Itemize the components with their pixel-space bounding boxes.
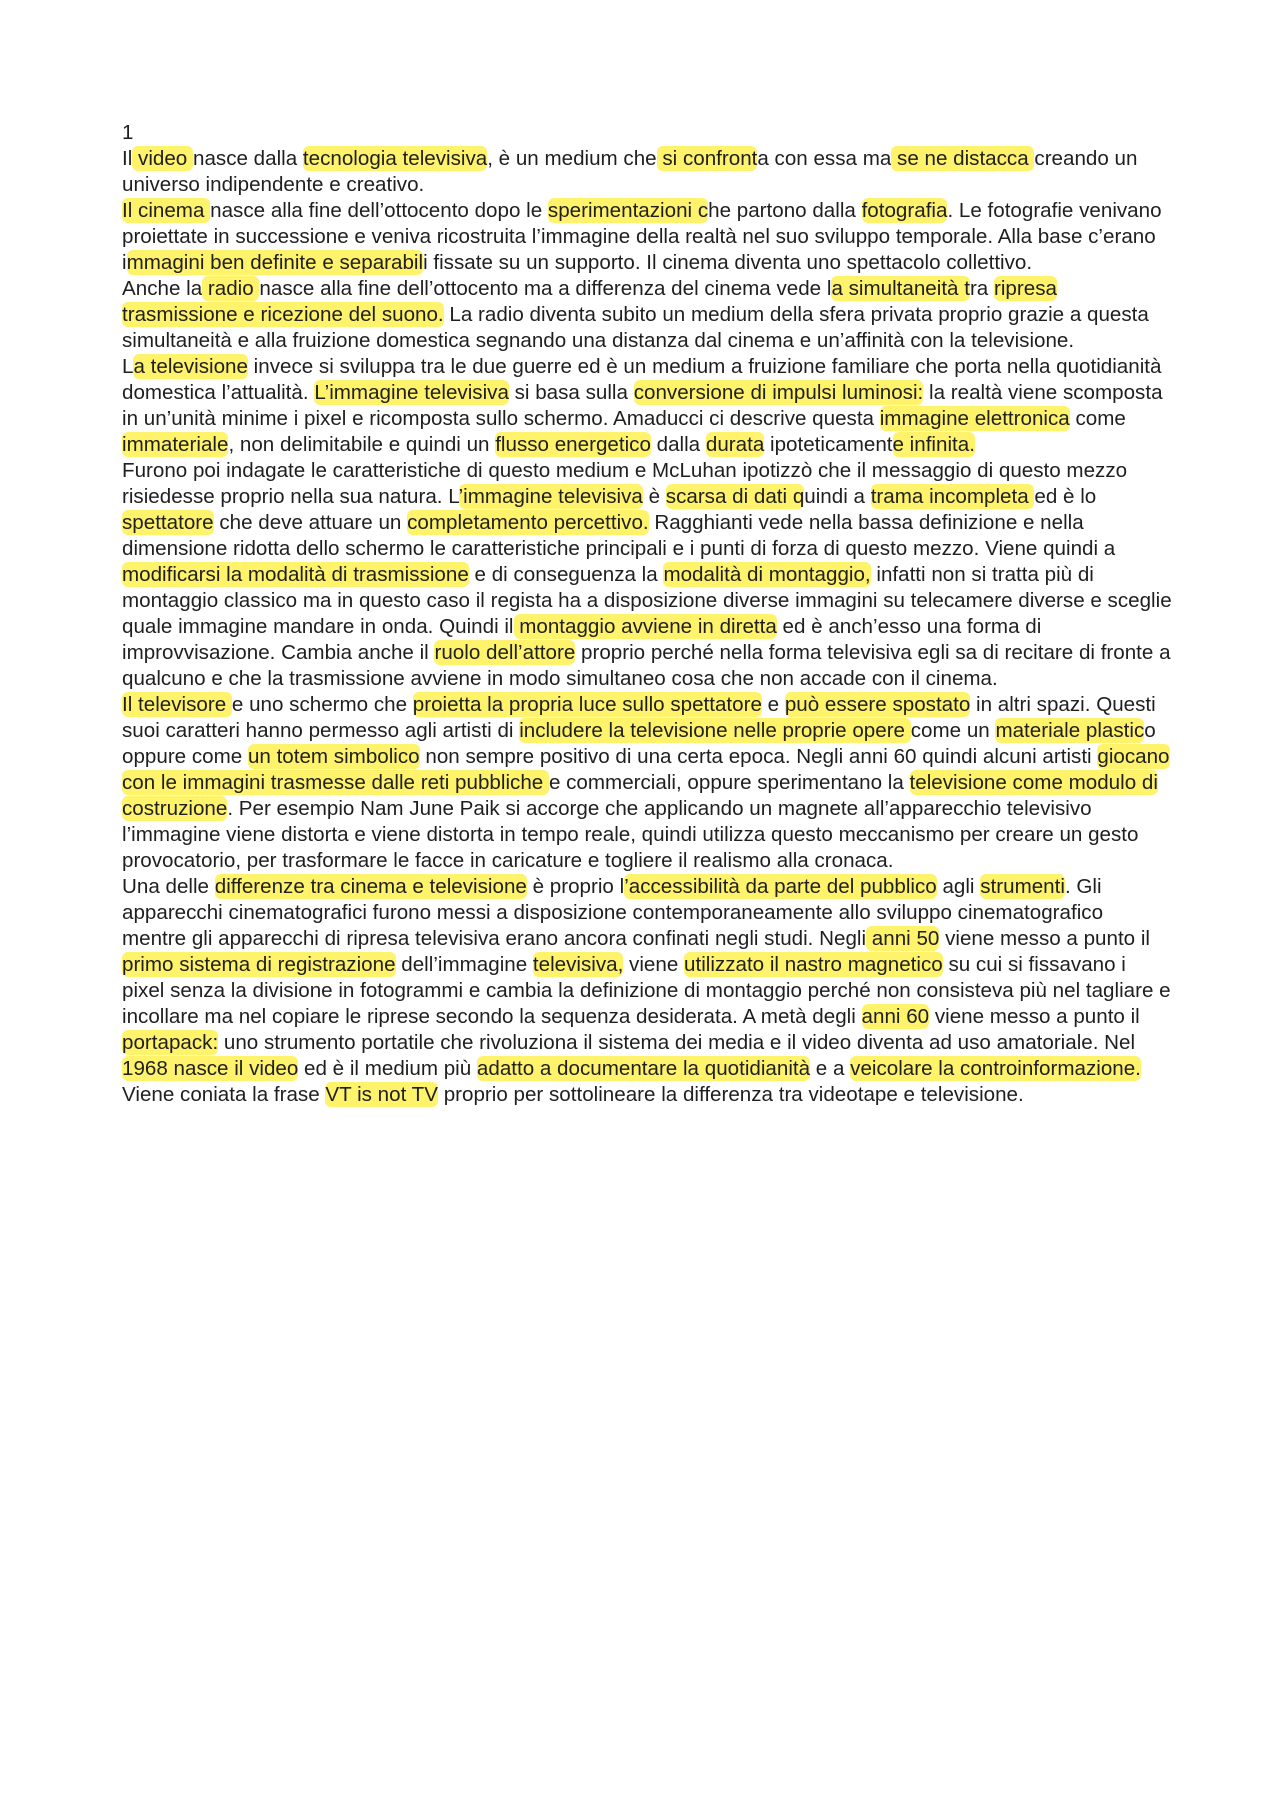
highlighted-text: mmagini ben definite e separabil	[126, 251, 424, 274]
text-run: come un	[910, 719, 996, 742]
highlighted-text: conversione di impulsi luminosi:	[633, 381, 924, 404]
highlighted-text: portapack:	[122, 1031, 219, 1054]
text-run: e di conseguenza la	[468, 563, 664, 586]
highlighted-text: completamento percettivo.	[407, 511, 649, 534]
paragraph	[122, 354, 1172, 458]
text-run: creando un universo indipendente e creativo.	[122, 147, 1138, 196]
highlighted-text: Il cinema	[122, 199, 211, 222]
text-run: L	[122, 355, 134, 378]
highlighted-text: veicolare la controinformazione.	[850, 1057, 1141, 1080]
text-run: he partono dalla	[708, 199, 862, 222]
highlighted-text: ruolo dell’attore	[434, 641, 576, 664]
paragraph	[122, 146, 1172, 198]
text-run: ed è anch’esso una forma di improvvisazione. Cambia anche il	[122, 615, 1042, 664]
highlighted-text: se ne distacca	[891, 147, 1035, 170]
text-run: e a	[810, 1057, 851, 1080]
highlighted-text: ’accessibilità da parte del pubblico	[624, 875, 937, 898]
text-run: . Gli apparecchi cinematografici furono messi a disposizione contemporaneamente allo sviluppo cinematografico mentre gli apparecchi di ripresa televisiva erano ancora confinati negli studi. Negli	[122, 875, 1104, 950]
text-run: i fissate su un supporto. Il cinema diventa uno spettacolo collettivo.	[423, 251, 1033, 274]
text-run: e	[761, 693, 785, 716]
text-run: uno strumento portatile che rivoluziona il sistema dei media e il video diventa ad uso amatoriale. Nel	[218, 1031, 1136, 1054]
highlighted-text: un totem simbolico	[247, 745, 420, 768]
highlighted-text: anni 60	[861, 1005, 930, 1028]
text-run: in altri spazi. Questi suoi caratteri hanno permesso agli artisti di	[122, 693, 1156, 742]
text-run: non sempre positivo di una certa epoca. Negli anni 60 quindi alcuni artisti	[419, 745, 1098, 768]
highlighted-text: ripresa trasmissione e ricezione del suono.	[122, 277, 1057, 326]
highlighted-text: video	[132, 147, 193, 170]
highlighted-text: scarsa di dati q	[665, 485, 805, 508]
text-run: ed è il medium più	[298, 1057, 477, 1080]
paragraph	[122, 874, 1172, 1108]
highlighted-text: ’immagine televisiva	[458, 485, 643, 508]
text-run: la realtà viene scomposta in un’unità minime i pixel e ricomposta sullo schermo. Amaducci ci descrive questa	[122, 381, 1163, 430]
highlighted-text: VT is not TV	[325, 1083, 438, 1106]
text-run: Una delle	[122, 875, 215, 898]
highlighted-text: proietta la propria luce sullo spettatore	[412, 693, 762, 716]
highlighted-text: L’immagine televisiva	[314, 381, 509, 404]
highlighted-text: tecnologia televisiva	[302, 147, 488, 170]
text-run: uindi a	[804, 485, 871, 508]
highlighted-text: differenze tra cinema e televisione	[214, 875, 527, 898]
text-run: . Le fotografie venivano proiettate in successione e veniva ricostruita l’immagine della realtà nel suo sviluppo temporale. Alla base c’erano i	[122, 199, 1162, 274]
paragraph	[122, 198, 1172, 276]
highlighted-text: sperimentazioni c	[547, 199, 709, 222]
text-run: ed è lo	[1034, 485, 1097, 508]
highlighted-text: materiale plastic	[995, 719, 1145, 742]
highlighted-text: utilizzato il nastro magnetico	[684, 953, 943, 976]
text-run: viene messo a punto il	[939, 927, 1150, 950]
text-run: e commerciali, oppure sperimentano la	[548, 771, 910, 794]
text-run: viene messo a punto il	[929, 1005, 1140, 1028]
highlighted-text: televisiva,	[532, 953, 624, 976]
highlighted-text: Il televisore	[122, 693, 232, 716]
text-run: come	[1069, 407, 1126, 430]
highlighted-text: flusso energetico	[495, 433, 651, 456]
highlighted-text: adatto a documentare la quotidianità	[476, 1057, 811, 1080]
highlighted-text: fotografia	[861, 199, 948, 222]
highlighted-text: modalità di montaggio,	[663, 563, 871, 586]
text-run: agli	[936, 875, 981, 898]
text-run: viene	[623, 953, 685, 976]
text-run: si basa sulla	[508, 381, 634, 404]
highlighted-text: immateriale	[122, 433, 229, 456]
text-run: Anche la	[122, 277, 203, 300]
highlighted-text: primo sistema di registrazione	[122, 953, 396, 976]
highlighted-text: modificarsi la modalità di trasmissione	[122, 563, 469, 586]
text-run: Il	[122, 147, 133, 170]
text-run: ra	[969, 277, 994, 300]
text-run: e uno schermo che	[231, 693, 413, 716]
text-run: , è un medium che	[487, 147, 657, 170]
text-run: dell’immagine	[395, 953, 533, 976]
text-run: Furono poi indagate le caratteristiche di questo medium e McLuhan ipotizzò che il messaggio di questo mezzo risiedesse proprio nella sua natura. L	[122, 459, 1128, 508]
page-number: 1	[122, 121, 134, 144]
text-run: . Per esempio Nam June Paik si accorge che applicando un magnete all’apparecchio televisivo l’immagine viene distorta e viene distorta in tempo reale, quindi utilizza questo meccanismo per creare un gesto provocatorio, per trasformare le facce in caricature e togliere il realismo alla cronaca.	[122, 797, 1139, 872]
text-run: dalla	[650, 433, 706, 456]
text-run: che deve attuare un	[213, 511, 408, 534]
text-run: proprio perché nella forma televisiva egli sa di recitare di fronte a qualcuno e che la trasmissione avviene in modo simultaneo cosa che non accade con il cinema.	[122, 641, 1171, 690]
text-run: Ragghianti vede nella bassa definizione e nella dimensione ridotta dello schermo le caratteristiche principali e i punti di forza di questo mezzo. Viene quindi a	[122, 511, 1116, 560]
highlighted-text: durata	[705, 433, 765, 456]
text-run: Viene coniata la frase	[122, 1083, 326, 1106]
highlighted-text: a simultaneità t	[831, 277, 970, 300]
paragraph	[122, 458, 1172, 692]
highlighted-text: televisione come modulo di costruzione	[122, 771, 1158, 820]
body-text	[122, 146, 1172, 1108]
text-run: infatti non si tratta più di montaggio classico ma in questo caso il regista ha a disposizione diverse immagini su telecamere diverse e sceglie quale immagine mandare in onda. Quindi il	[122, 563, 1172, 638]
highlighted-text: strumenti	[980, 875, 1065, 898]
highlighted-text: trama incompleta	[870, 485, 1035, 508]
highlighted-text: 1968 nasce il video	[122, 1057, 299, 1080]
document-page	[122, 120, 1172, 1108]
text-run: ipoteticament	[764, 433, 893, 456]
highlighted-text: montaggio avviene in diretta	[513, 615, 777, 638]
text-run: o oppure come	[122, 719, 1156, 768]
highlighted-text: includere la televisione nelle proprie opere	[519, 719, 911, 742]
text-run: su cui si fissavano i pixel senza la divisione in fotogrammi e cambia la definizione di montaggio perché non consisteva più nel tagliare e incollare ma nel copiare le riprese secondo la sequenza desiderata. A metà degli	[122, 953, 1171, 1028]
highlighted-text: si confront	[656, 147, 758, 170]
text-run: a con essa ma	[757, 147, 892, 170]
text-run: nasce alla fine dell’ottocento ma a differenza del cinema vede l	[259, 277, 832, 300]
text-run: nasce dalla	[192, 147, 303, 170]
highlighted-text: e infinita.	[892, 433, 975, 456]
text-run: La radio diventa subito un medium della sfera privata proprio grazie a questa simultaneità e alla fruizione domestica segnando una distanza dal cinema e un’affinità con la televisione.	[122, 303, 1149, 352]
text-run: è proprio l	[526, 875, 625, 898]
highlighted-text: può essere spostato	[784, 693, 971, 716]
highlighted-text: immagine elettronica	[879, 407, 1070, 430]
highlighted-text: anni 50	[866, 927, 940, 950]
highlighted-text: radio	[202, 277, 260, 300]
highlighted-text: a televisione	[133, 355, 248, 378]
highlighted-text: spettatore	[122, 511, 214, 534]
text-run: proprio per sottolineare la differenza tra videotape e televisione.	[437, 1083, 1024, 1106]
paragraph	[122, 692, 1172, 874]
paragraph	[122, 276, 1172, 354]
highlighted-text: giocano con le immagini trasmesse dalle reti pubbliche	[122, 745, 1170, 794]
text-run: , non delimitabile e quindi un	[228, 433, 496, 456]
text-run: nasce alla fine dell’ottocento dopo le	[210, 199, 548, 222]
text-run: è	[642, 485, 666, 508]
text-run: invece si sviluppa tra le due guerre ed è un medium a fruizione familiare che porta nella quotidianità domestica l’attualità.	[122, 355, 1162, 404]
